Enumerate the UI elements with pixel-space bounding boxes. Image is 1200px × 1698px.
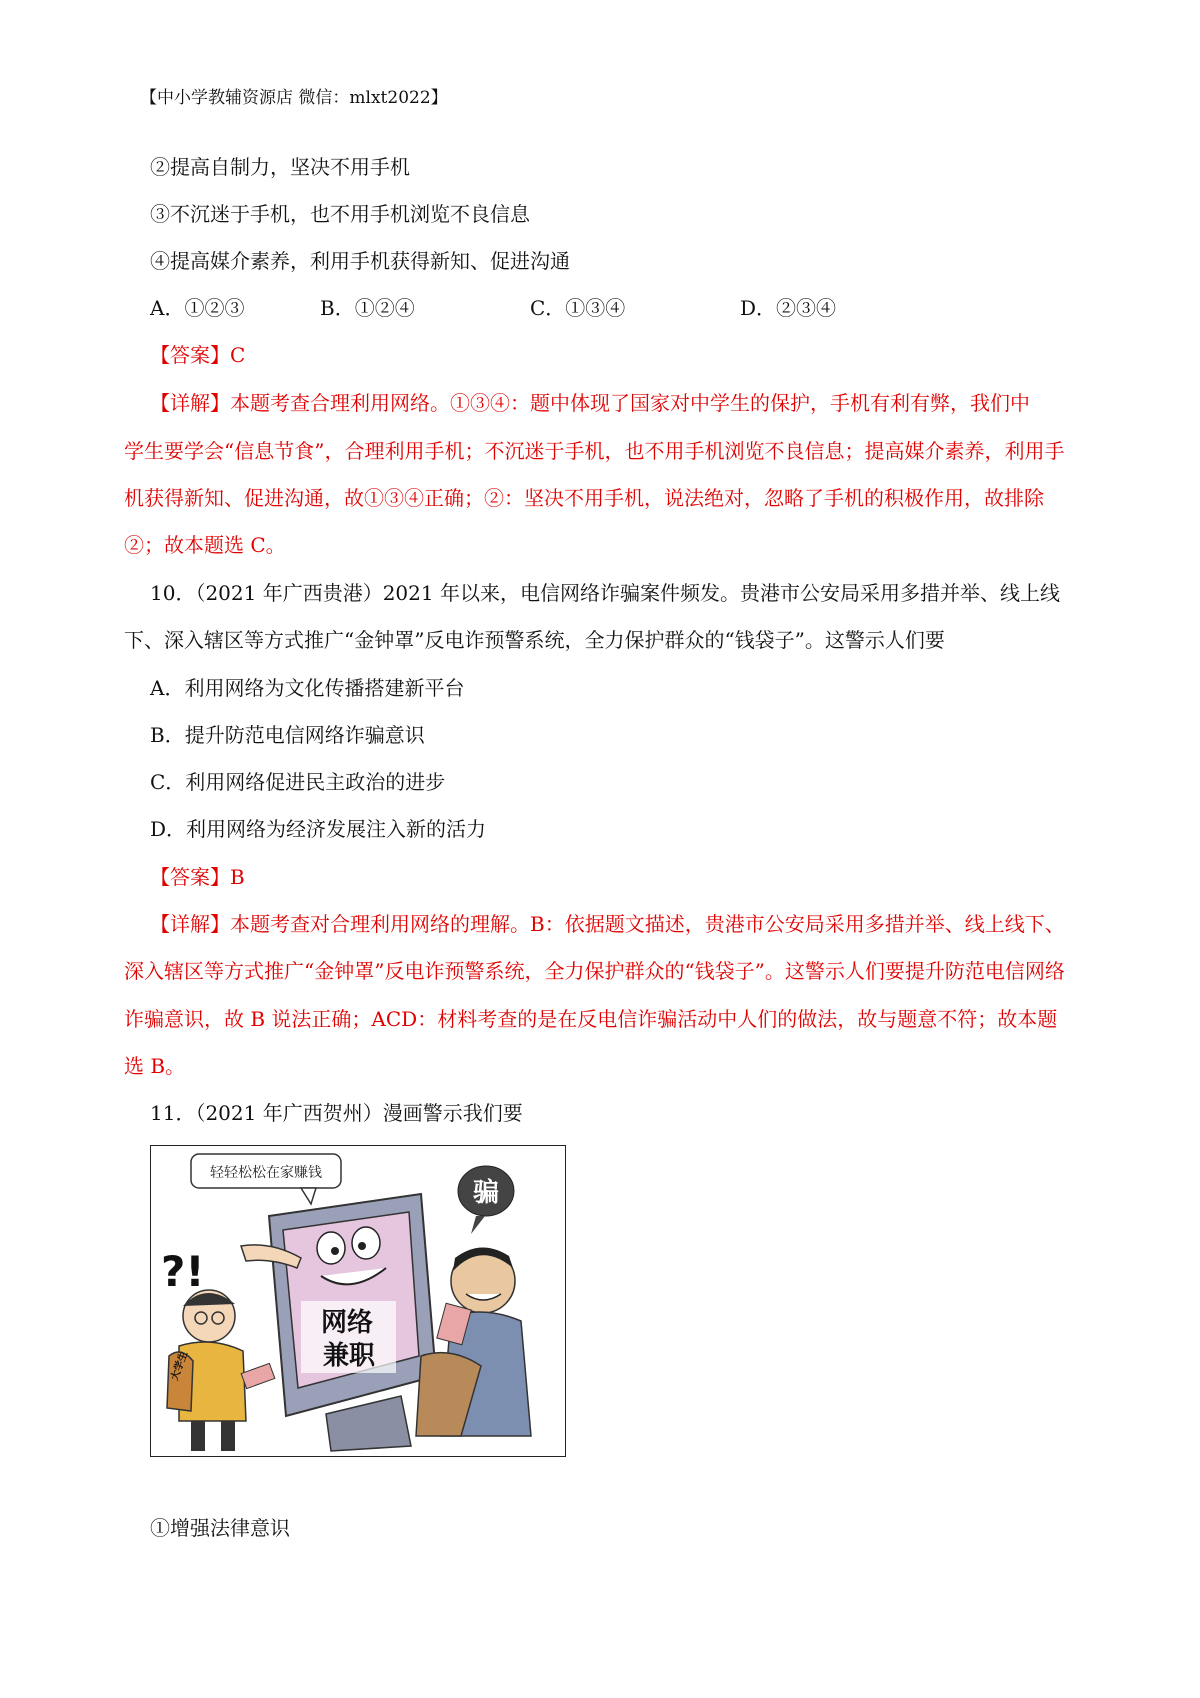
q10-answer: 【答案】B [150, 865, 245, 889]
q10-option-c: C．利用网络促进民主政治的进步 [150, 770, 446, 794]
q9-option-a: A．①②③ [150, 296, 245, 320]
q9-explain-line: 【详解】本题考查合理利用网络。①③④：题中体现了国家对中学生的保护，手机有利有弊，我们中 [150, 391, 1030, 415]
q11-item-1: ①增强法律意识 [150, 1516, 290, 1540]
q9-explain-line: 机获得新知、促进沟通，故①③④正确；②：坚决不用手机，说法绝对，忽略了手机的积极作用，故排除 [124, 486, 1044, 510]
bag-label: 大学生 [169, 1350, 191, 1383]
q9-item-4: ④提高媒介素养，利用手机获得新知、促进沟通 [150, 249, 570, 273]
q9-item-2: ②提高自制力，坚决不用手机 [150, 155, 410, 179]
q9-option-b: B．①②④ [320, 296, 415, 320]
q9-item-3: ③不沉迷于手机，也不用手机浏览不良信息 [150, 202, 530, 226]
q9-option-c: C．①③④ [530, 296, 626, 320]
q9-option-d: D．②③④ [740, 296, 837, 320]
screen-text-2: 兼职 [322, 1341, 376, 1371]
q10-option-b: B．提升防范电信网络诈骗意识 [150, 723, 425, 747]
q10-stem-line: 下、深入辖区等方式推广“金钟罩”反电诈预警系统，全力保护群众的“钱袋子”。这警示人们要 [124, 628, 945, 652]
q9-answer: 【答案】C [150, 343, 246, 367]
q9-explain-line: ②；故本题选 C。 [124, 533, 286, 557]
q10-explain-line: 【详解】本题考查对合理利用网络的理解。B：依据题文描述，贵港市公安局采用多措并举、线上线下、 [150, 912, 1065, 936]
q10-explain-line: 深入辖区等方式推广“金钟罩”反电诈预警系统，全力保护群众的“钱袋子”。这警示人们要提升防范电信网络 [124, 959, 1065, 983]
page-header: 【中小学教辅资源店 微信：mlxt2022】 [140, 88, 448, 108]
q10-explain-line: 诈骗意识，故 B 说法正确；ACD：材料考查的是在反电信诈骗活动中人们的做法，故与题意不符；故本题 [124, 1007, 1058, 1031]
q10-option-a: A．利用网络为文化传播搭建新平台 [150, 676, 465, 700]
q10-option-d: D．利用网络为经济发展注入新的活力 [150, 817, 487, 841]
q10-explain-line: 选 B。 [124, 1054, 186, 1078]
q9-explain-line: 学生要学会“信息节食”，合理利用手机；不沉迷于手机，也不用手机浏览不良信息；提高媒介素养，利用手 [124, 439, 1065, 463]
q11-stem: 11．（2021 年广西贺州）漫画警示我们要 [150, 1101, 523, 1125]
screen-text-1: 网络 [320, 1308, 374, 1338]
exclaim-mark: ?! [161, 1247, 205, 1296]
speech-text: 轻轻松松在家赚钱 [210, 1165, 322, 1181]
q10-stem-line: 10．（2021 年广西贵港）2021 年以来，电信网络诈骗案件频发。贵港市公安局采用多措并举、线上线 [150, 581, 1060, 605]
cartoon-illustration [151, 1146, 565, 1456]
q11-cartoon [150, 1145, 566, 1457]
scam-bubble-text: 骗 [472, 1178, 500, 1208]
